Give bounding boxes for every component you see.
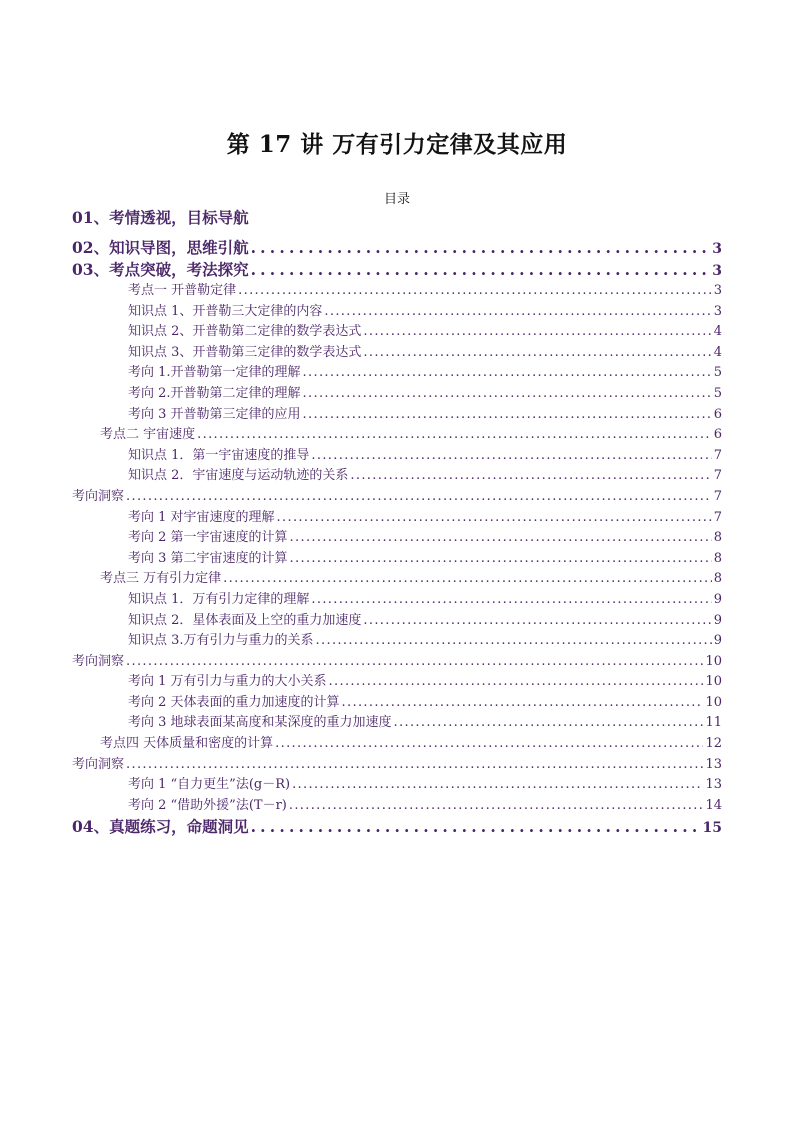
dot-leader xyxy=(303,405,712,426)
dot-leader xyxy=(251,237,711,259)
toc-entry-label: 考点三 万有引力定律 xyxy=(100,571,222,587)
toc-entry[interactable] xyxy=(72,775,722,796)
dot-leader xyxy=(316,631,712,652)
dot-leader xyxy=(290,528,712,549)
toc-entry-label: 知识点 3、开普勒第三定律的数学表达式 xyxy=(128,344,362,360)
toc-entry-page: 10 xyxy=(705,674,722,690)
toc-entry-page: 4 xyxy=(713,344,722,360)
dot-leader xyxy=(329,672,704,693)
dot-leader xyxy=(290,549,712,570)
toc-entry-label: 考向 3 第二宇宙速度的计算 xyxy=(128,550,288,566)
toc-entry-label: 考向 2 “借助外援”法(T－r) xyxy=(128,797,287,813)
toc-entry-label: 考向洞察 xyxy=(72,756,125,772)
toc-entry-label: 考向洞察 xyxy=(72,653,125,669)
toc-entry-page: 7 xyxy=(713,509,722,525)
toc-entry-page: 9 xyxy=(713,633,722,649)
toc-entry-label: 考向 1 万有引力与重力的大小关系 xyxy=(128,674,327,690)
toc-entry[interactable] xyxy=(72,734,722,755)
toc-entry-label: 02、知识导图，思维引航 xyxy=(72,238,249,257)
toc-entry-label: 01、考情透视，目标导航 xyxy=(72,208,249,227)
toc-entry-label: 考向 2.开普勒第二定律的理解 xyxy=(128,385,301,401)
toc-entry[interactable] xyxy=(72,343,722,364)
toc-entry[interactable] xyxy=(72,302,722,323)
toc-entry-page: 8 xyxy=(713,550,722,566)
toc-entry[interactable] xyxy=(72,652,722,673)
dot-leader xyxy=(223,569,712,590)
toc-entry-page: 6 xyxy=(713,406,722,422)
toc-entry-page: 9 xyxy=(713,612,722,628)
toc-entry-page: 5 xyxy=(713,365,722,381)
toc-entry[interactable] xyxy=(72,466,722,487)
toc-entry-page: 3 xyxy=(713,283,722,298)
toc-heading: 目录 xyxy=(383,192,410,207)
toc-entry-page: 3 xyxy=(713,303,722,319)
toc-entry[interactable] xyxy=(72,796,722,817)
dot-leader xyxy=(126,652,703,673)
toc-entry[interactable] xyxy=(72,237,722,259)
toc-entry[interactable] xyxy=(72,569,722,590)
toc-entry[interactable] xyxy=(72,207,722,237)
toc-entry[interactable] xyxy=(72,446,722,467)
dot-leader xyxy=(197,425,712,446)
dot-leader xyxy=(363,343,711,364)
toc-entry-label: 知识点 1．第一宇宙速度的推导 xyxy=(128,447,310,463)
toc-entry-page: 13 xyxy=(705,756,722,772)
toc-entry-label: 知识点 1．万有引力定律的理解 xyxy=(128,591,310,607)
dot-leader xyxy=(126,487,712,508)
toc-entry-label: 知识点 2．宇宙速度与运动轨迹的关系 xyxy=(128,468,349,484)
toc-entry-label: 知识点 2、开普勒第二定律的数学表达式 xyxy=(128,324,362,340)
toc-entry-label: 考向洞察 xyxy=(72,488,125,504)
toc-entry-label: 考点二 宇宙速度 xyxy=(100,427,196,443)
toc-entry-page: 7 xyxy=(713,468,722,484)
toc-entry[interactable] xyxy=(72,363,722,384)
toc-entry[interactable] xyxy=(72,528,722,549)
dot-leader xyxy=(238,281,712,302)
toc-entry-page: 13 xyxy=(705,777,722,793)
toc-entry[interactable] xyxy=(72,508,722,529)
dot-leader xyxy=(342,693,704,714)
toc-entry-label: 考点一 开普勒定律 xyxy=(128,283,237,298)
toc-entry-page: 11 xyxy=(705,715,722,731)
dot-leader xyxy=(275,734,703,755)
toc-entry[interactable] xyxy=(72,549,722,570)
dot-leader xyxy=(363,322,711,343)
dot-leader xyxy=(311,446,711,467)
toc-entry-label: 03、考点突破，考法探究 xyxy=(72,260,249,279)
dot-leader xyxy=(292,775,703,796)
toc-entry-page: 3 xyxy=(712,263,722,279)
toc-entry-label: 考向 1 “自力更生”法(g－R) xyxy=(128,777,291,793)
dot-leader xyxy=(303,384,712,405)
dot-leader xyxy=(324,302,711,323)
toc-entry[interactable] xyxy=(72,281,722,302)
dot-leader xyxy=(363,611,711,632)
dot-leader xyxy=(303,363,712,384)
toc-entry-label: 考向 2 第一宇宙速度的计算 xyxy=(128,530,288,546)
dot-leader xyxy=(251,816,701,838)
toc-entry[interactable] xyxy=(72,713,722,734)
toc-entry[interactable] xyxy=(72,672,722,693)
toc-entry[interactable] xyxy=(72,384,722,405)
toc-entry-page: 10 xyxy=(705,694,722,710)
toc-entry[interactable] xyxy=(72,816,722,838)
toc-entry[interactable] xyxy=(72,405,722,426)
page-title: 第 17 讲 万有引力定律及其应用 xyxy=(226,131,568,158)
toc-entry[interactable] xyxy=(72,755,722,776)
dot-leader xyxy=(350,466,711,487)
dot-leader xyxy=(277,508,712,529)
toc-entry-label: 知识点 2．星体表面及上空的重力加速度 xyxy=(128,612,362,628)
toc-entry-page: 8 xyxy=(713,571,722,587)
toc-entry-label: 知识点 3.万有引力与重力的关系 xyxy=(128,633,314,649)
toc-entry-label: 考向 1 对宇宙速度的理解 xyxy=(128,509,275,525)
toc-entry-page: 8 xyxy=(713,530,722,546)
dot-leader xyxy=(311,590,711,611)
toc-entry-label: 考向 3 地球表面某高度和某深度的重力加速度 xyxy=(128,715,392,731)
toc-entry[interactable] xyxy=(72,693,722,714)
toc-entry-label: 知识点 1、开普勒三大定律的内容 xyxy=(128,303,323,319)
toc-entry-page: 15 xyxy=(702,820,722,837)
table-of-contents xyxy=(72,207,722,838)
toc-entry-page: 7 xyxy=(713,488,722,504)
toc-entry-page: 9 xyxy=(713,591,722,607)
toc-entry-page: 7 xyxy=(713,447,722,463)
dot-leader xyxy=(251,259,711,281)
toc-entry-label: 考向 2 天体表面的重力加速度的计算 xyxy=(128,694,340,710)
toc-entry-page: 6 xyxy=(713,427,722,443)
toc-entry-page: 5 xyxy=(713,385,722,401)
toc-entry[interactable] xyxy=(72,590,722,611)
toc-entry[interactable] xyxy=(72,487,722,508)
toc-entry-page: 12 xyxy=(705,736,722,752)
toc-entry[interactable] xyxy=(72,425,722,446)
dot-leader xyxy=(126,755,703,776)
toc-entry[interactable] xyxy=(72,631,722,652)
toc-entry-label: 04、真题练习，命题洞见 xyxy=(72,817,249,837)
toc-entry-label: 考向 1.开普勒第一定律的理解 xyxy=(128,365,301,381)
toc-entry-page: 10 xyxy=(705,653,722,669)
toc-entry[interactable] xyxy=(72,322,722,343)
toc-entry-page: 3 xyxy=(712,241,722,257)
toc-entry-label: 考点四 天体质量和密度的计算 xyxy=(100,736,274,752)
dot-leader xyxy=(289,796,704,817)
toc-entry[interactable] xyxy=(72,611,722,632)
toc-entry-label: 考向 3 开普勒第三定律的应用 xyxy=(128,406,301,422)
toc-entry-page: 14 xyxy=(705,797,722,813)
toc-entry-page: 4 xyxy=(713,324,722,340)
dot-leader xyxy=(394,713,704,734)
toc-entry[interactable] xyxy=(72,259,722,281)
